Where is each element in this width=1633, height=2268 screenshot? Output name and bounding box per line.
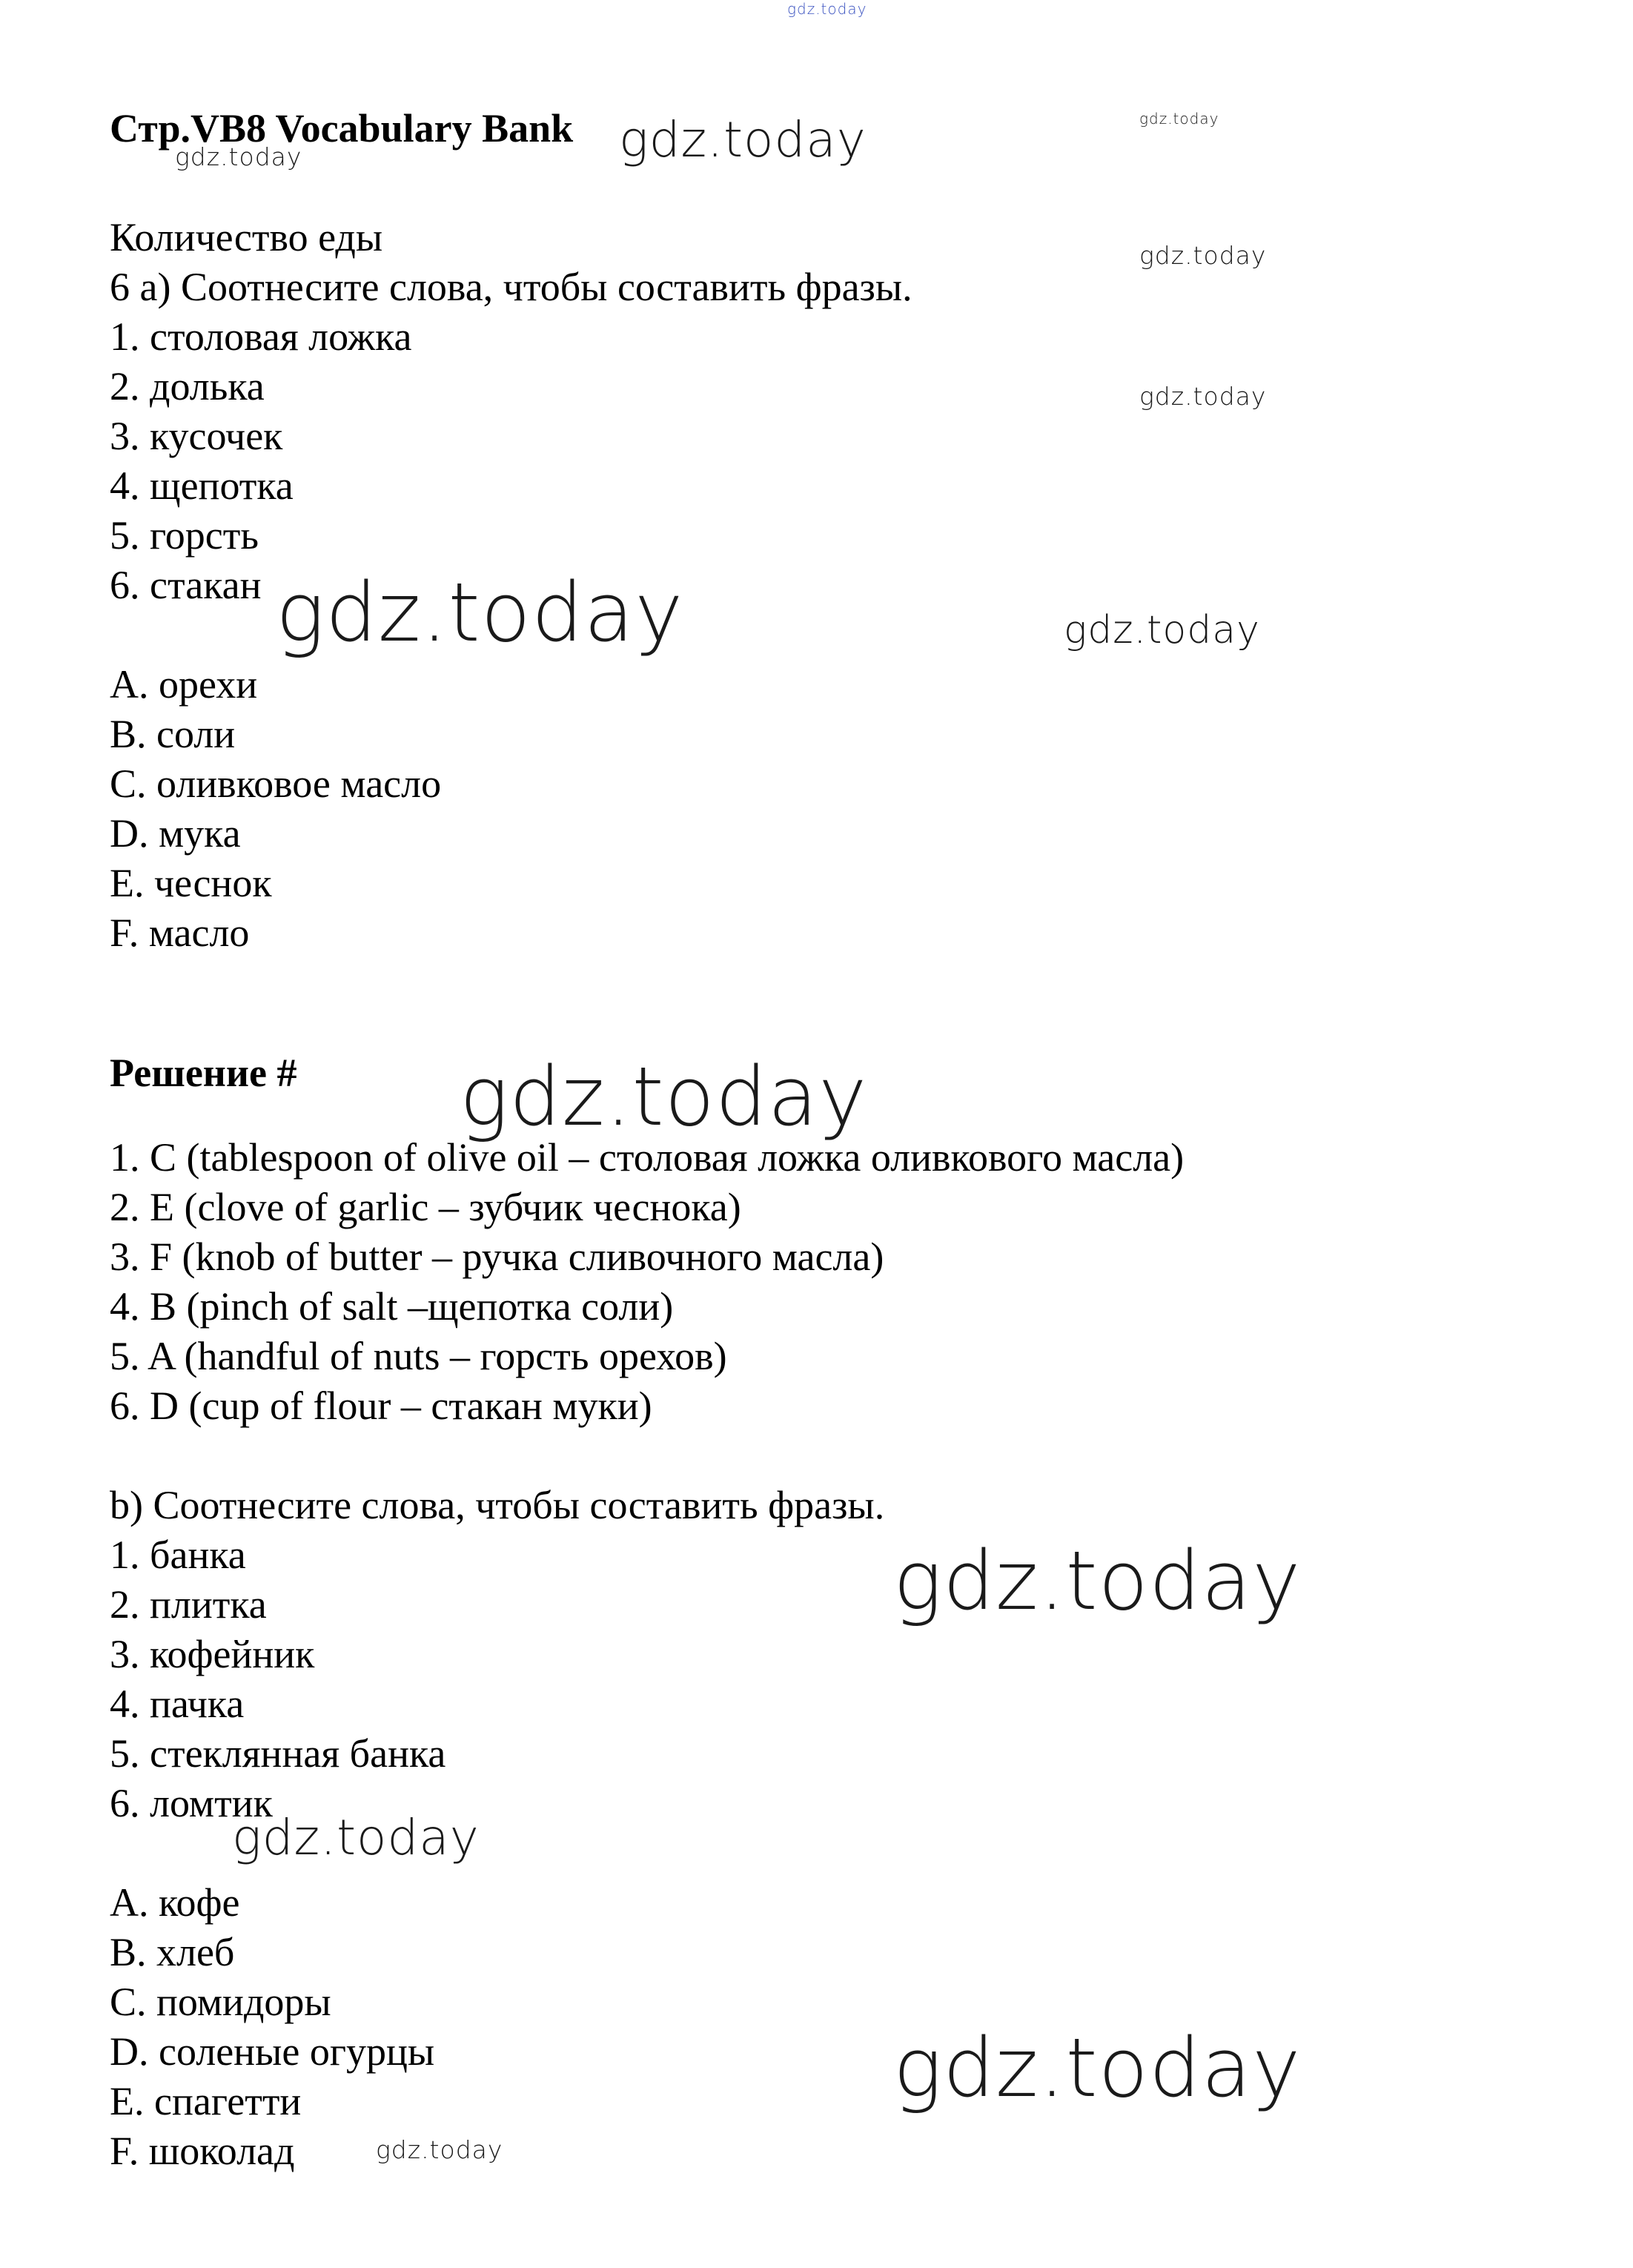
list-item: 6. ломтик — [110, 1781, 273, 1825]
list-item: 2. плитка — [110, 1582, 267, 1627]
list-item: F. шоколад — [110, 2129, 295, 2173]
list-item: 6. стакан — [110, 563, 262, 607]
answer-item: 2. E (clove of garlic – зубчик чеснока) — [110, 1185, 741, 1229]
list-item: E. чеснок — [110, 861, 272, 905]
list-item: 3. кофейник — [110, 1632, 315, 1676]
list-item: F. масло — [110, 910, 250, 955]
list-item: 1. банка — [110, 1533, 246, 1577]
list-item: 4. щепотка — [110, 463, 294, 508]
list-item: 5. горсть — [110, 513, 259, 558]
list-item: 1. столовая ложка — [110, 314, 412, 359]
list-item: A. кофе — [110, 1880, 240, 1925]
watermark: gdz.today — [1139, 110, 1219, 128]
watermark: gdz.today — [1139, 241, 1267, 270]
answer-item: 3. F (knob of butter – ручка сливочного масла) — [110, 1234, 884, 1279]
answer-item: 6. D (cup of flour – стакан муки) — [110, 1383, 652, 1428]
list-item: B. хлеб — [110, 1930, 235, 1974]
task-b-instruction: b) Соотнесите слова, чтобы составить фразы. — [110, 1483, 885, 1527]
watermark: gdz.today — [893, 1533, 1302, 1628]
list-item: 3. кусочек — [110, 414, 283, 458]
list-item: A. орехи — [110, 662, 258, 707]
solution-heading: Решение # — [110, 1051, 297, 1095]
watermark: gdz.today — [376, 2135, 503, 2164]
answer-item: 5. A (handful of nuts – горсть орехов) — [110, 1334, 727, 1378]
list-item: 4. пачка — [110, 1682, 245, 1726]
watermark: gdz.today — [175, 142, 302, 171]
watermark: gdz.today — [1139, 382, 1267, 411]
list-item: B. соли — [110, 712, 236, 756]
watermark: gdz.today — [1064, 608, 1260, 652]
list-item: 5. стеклянная банка — [110, 1731, 446, 1776]
watermark: gdz.today — [232, 1809, 480, 1866]
watermark: gdz.today — [276, 565, 684, 660]
watermark: gdz.today — [619, 111, 867, 168]
task-a-instruction: 6 a) Соотнесите слова, чтобы составить фразы. — [110, 265, 912, 309]
answer-item: 1. C (tablespoon of olive oil – столовая ложка оливкового масла) — [110, 1135, 1185, 1180]
list-item: C. помидоры — [110, 1980, 331, 2024]
list-item: C. оливковое масло — [110, 761, 442, 806]
watermark: gdz.today — [460, 1049, 868, 1144]
watermark: gdz.today — [893, 2020, 1302, 2115]
list-item: 2. долька — [110, 364, 265, 409]
answer-item: 4. B (pinch of salt –щепотка соли) — [110, 1284, 674, 1329]
list-item: D. соленые огурцы — [110, 2029, 435, 2074]
list-item: E. спагетти — [110, 2079, 302, 2123]
list-item: D. мука — [110, 811, 241, 856]
page-title: Стр.VB8 Vocabulary Bank — [110, 106, 574, 151]
section-title: Количество еды — [110, 215, 383, 259]
watermark: gdz.today — [787, 0, 867, 18]
